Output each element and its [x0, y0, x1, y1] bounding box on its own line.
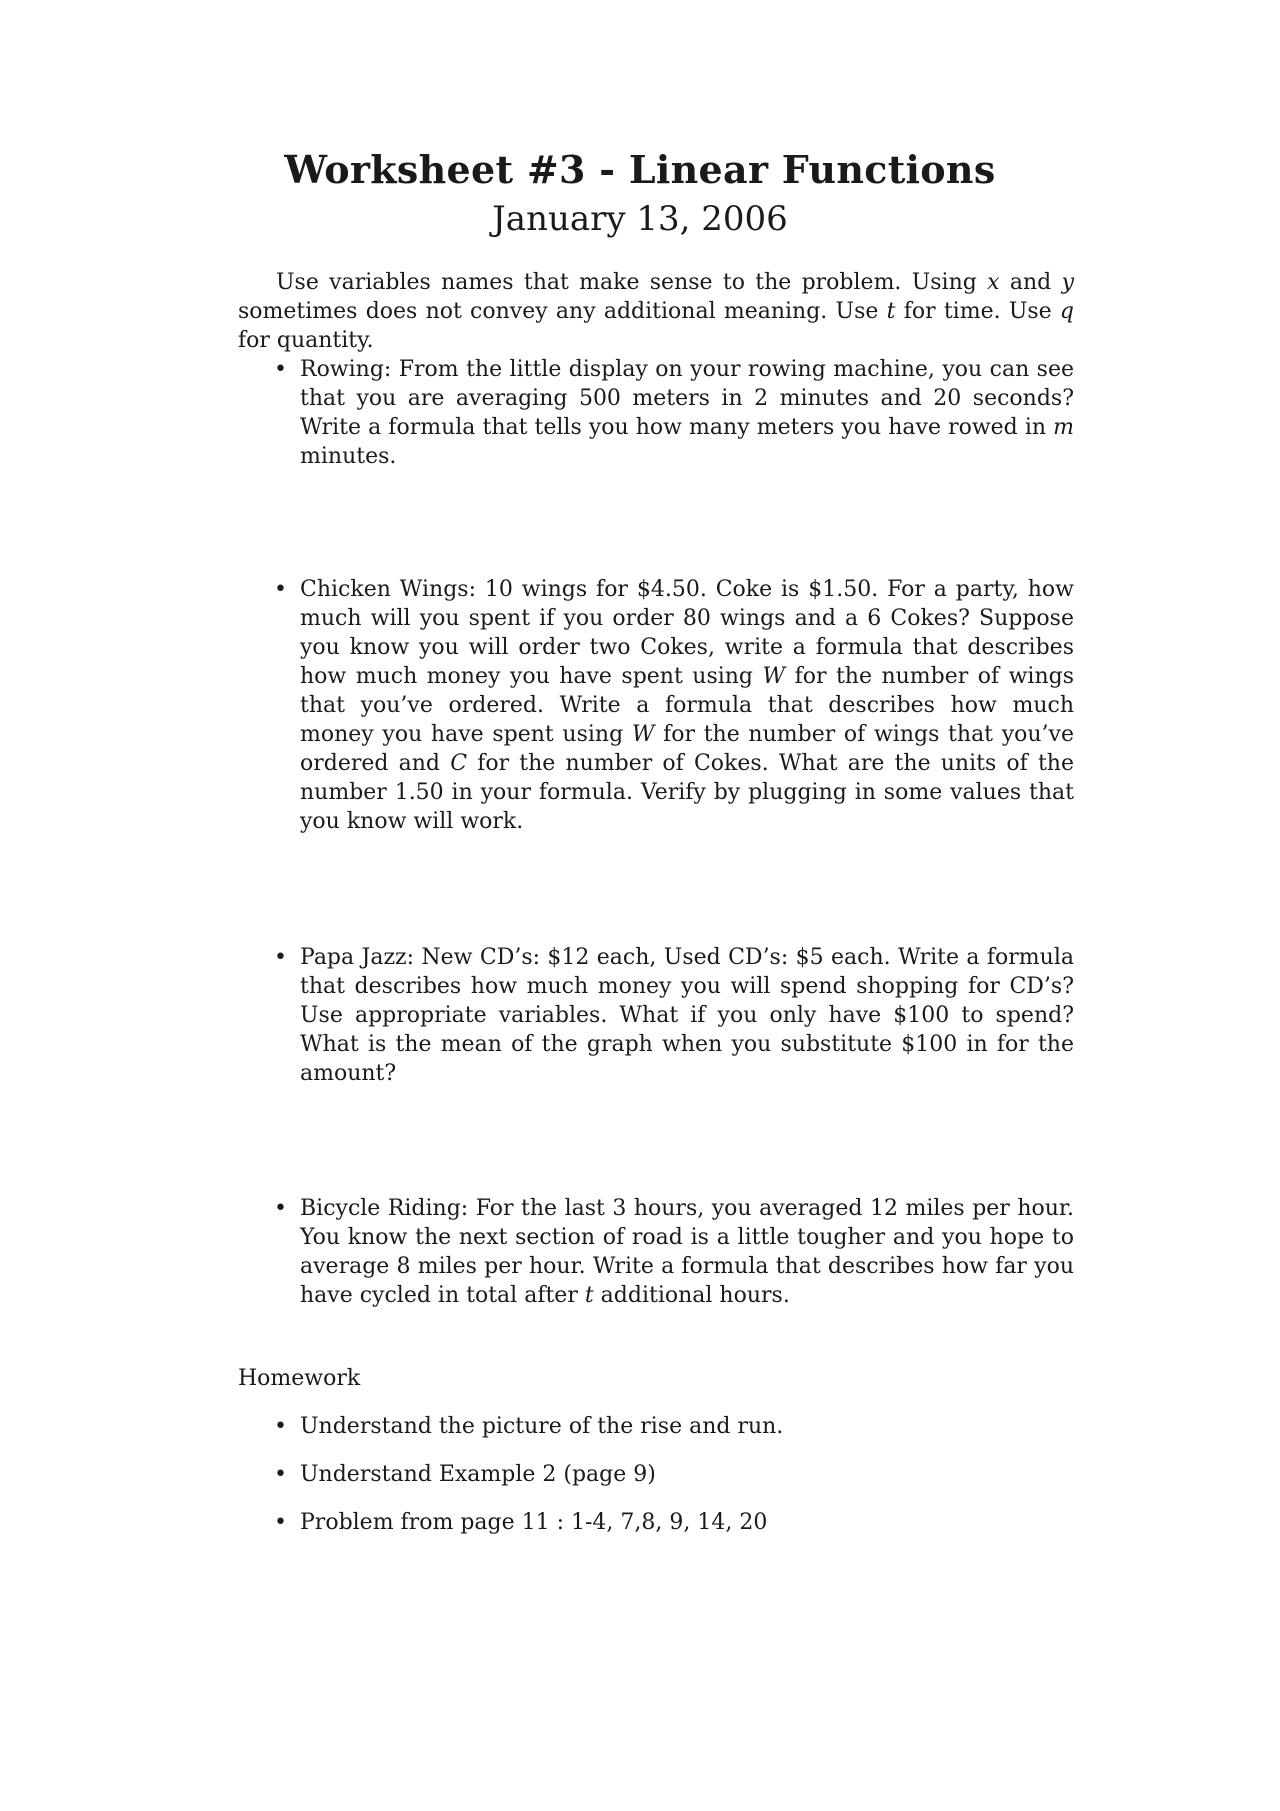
homework-item-text: Understand Example 2 (page 9)	[300, 1462, 656, 1487]
homework-item-text: Problem from page 11 : 1-4, 7,8, 9, 14, 20	[300, 1510, 768, 1535]
page-date: January 13, 2006	[492, 199, 788, 239]
problem-chicken-wings	[274, 575, 1075, 836]
variable-x: x	[987, 270, 1000, 295]
problem-papa-jazz	[274, 943, 1074, 1088]
problem-text: minutes.	[300, 444, 397, 469]
problem-text: Rowing: From the little display on your rowing machine, you can see that you are averaging 500 meters in 2 minutes and 20 seconds? Write a formula that tells you how many meters you have rowed in	[300, 357, 1074, 440]
intro-text: Use variables names that make sense to the problem. Using	[276, 270, 988, 295]
variable-t: t	[886, 299, 896, 324]
problem-rowing	[274, 355, 1074, 471]
problem-text: additional hours.	[593, 1283, 790, 1308]
homework-item	[274, 1460, 1074, 1489]
bullet-icon: •	[274, 1510, 287, 1535]
problem-text: Papa Jazz: New CD’s: $12 each, Used CD’s: $5 each. Write a formula that describes how much money you will spend shopping for CD’s? Use appropriate variables. What if you only have $100 to spend? What is the mean of the graph when you substitute $100 in for the amount?	[300, 945, 1074, 1086]
problem-bicycle-riding	[274, 1194, 1074, 1310]
homework-item-text: Understand the picture of the rise and run.	[300, 1414, 784, 1439]
variable-t: t	[584, 1283, 594, 1308]
problem-text: for the number of wings that you’ve ordered and	[300, 722, 1074, 776]
intro-text: and	[999, 270, 1062, 295]
problem-text: Bicycle Riding: For the last 3 hours, you averaged 12 miles per hour. You know the next section of road is a little tougher and you hope to average 8 miles per hour. Write a formula that describes how far you have cycled in total after	[300, 1196, 1074, 1308]
bullet-icon: •	[274, 1414, 287, 1439]
variable-q: q	[1059, 299, 1075, 324]
variable-w: W	[762, 664, 786, 689]
homework-heading: Homework	[238, 1366, 361, 1391]
problem-text: Chicken Wings: 10 wings for $4.50. Coke is $1.50. For a party, how much will you spent if you order 80 wings and a 6 Cokes? Suppose you know you will order two Cokes, write a formula that describes how much money you have spent using	[300, 577, 1074, 689]
intro-text: for quantity.	[238, 328, 374, 353]
page-title: Worksheet #3 - Linear Functions	[284, 147, 996, 192]
problem-text: for the number of wings that you’ve ordered. Write a formula that describes how much money you have spent using	[300, 664, 1075, 747]
intro-text: for time. Use	[895, 299, 1060, 324]
intro-paragraph	[238, 268, 1074, 355]
variable-w: W	[631, 722, 655, 747]
variable-m: m	[1053, 415, 1074, 440]
bullet-icon: •	[274, 1196, 287, 1221]
bullet-icon: •	[274, 577, 287, 602]
homework-item	[274, 1508, 1074, 1537]
bullet-icon: •	[274, 1462, 287, 1487]
problem-text: for the number of Cokes. What are the units of the number 1.50 in your formula. Verify by plugging in some values that you know will work.	[300, 751, 1075, 834]
homework-item	[274, 1412, 1074, 1441]
bullet-icon: •	[274, 357, 287, 382]
bullet-icon: •	[274, 945, 287, 970]
variable-y: y	[1061, 270, 1074, 295]
variable-c: C	[450, 751, 468, 776]
intro-text: sometimes does not convey any additional meaning. Use	[238, 299, 887, 324]
